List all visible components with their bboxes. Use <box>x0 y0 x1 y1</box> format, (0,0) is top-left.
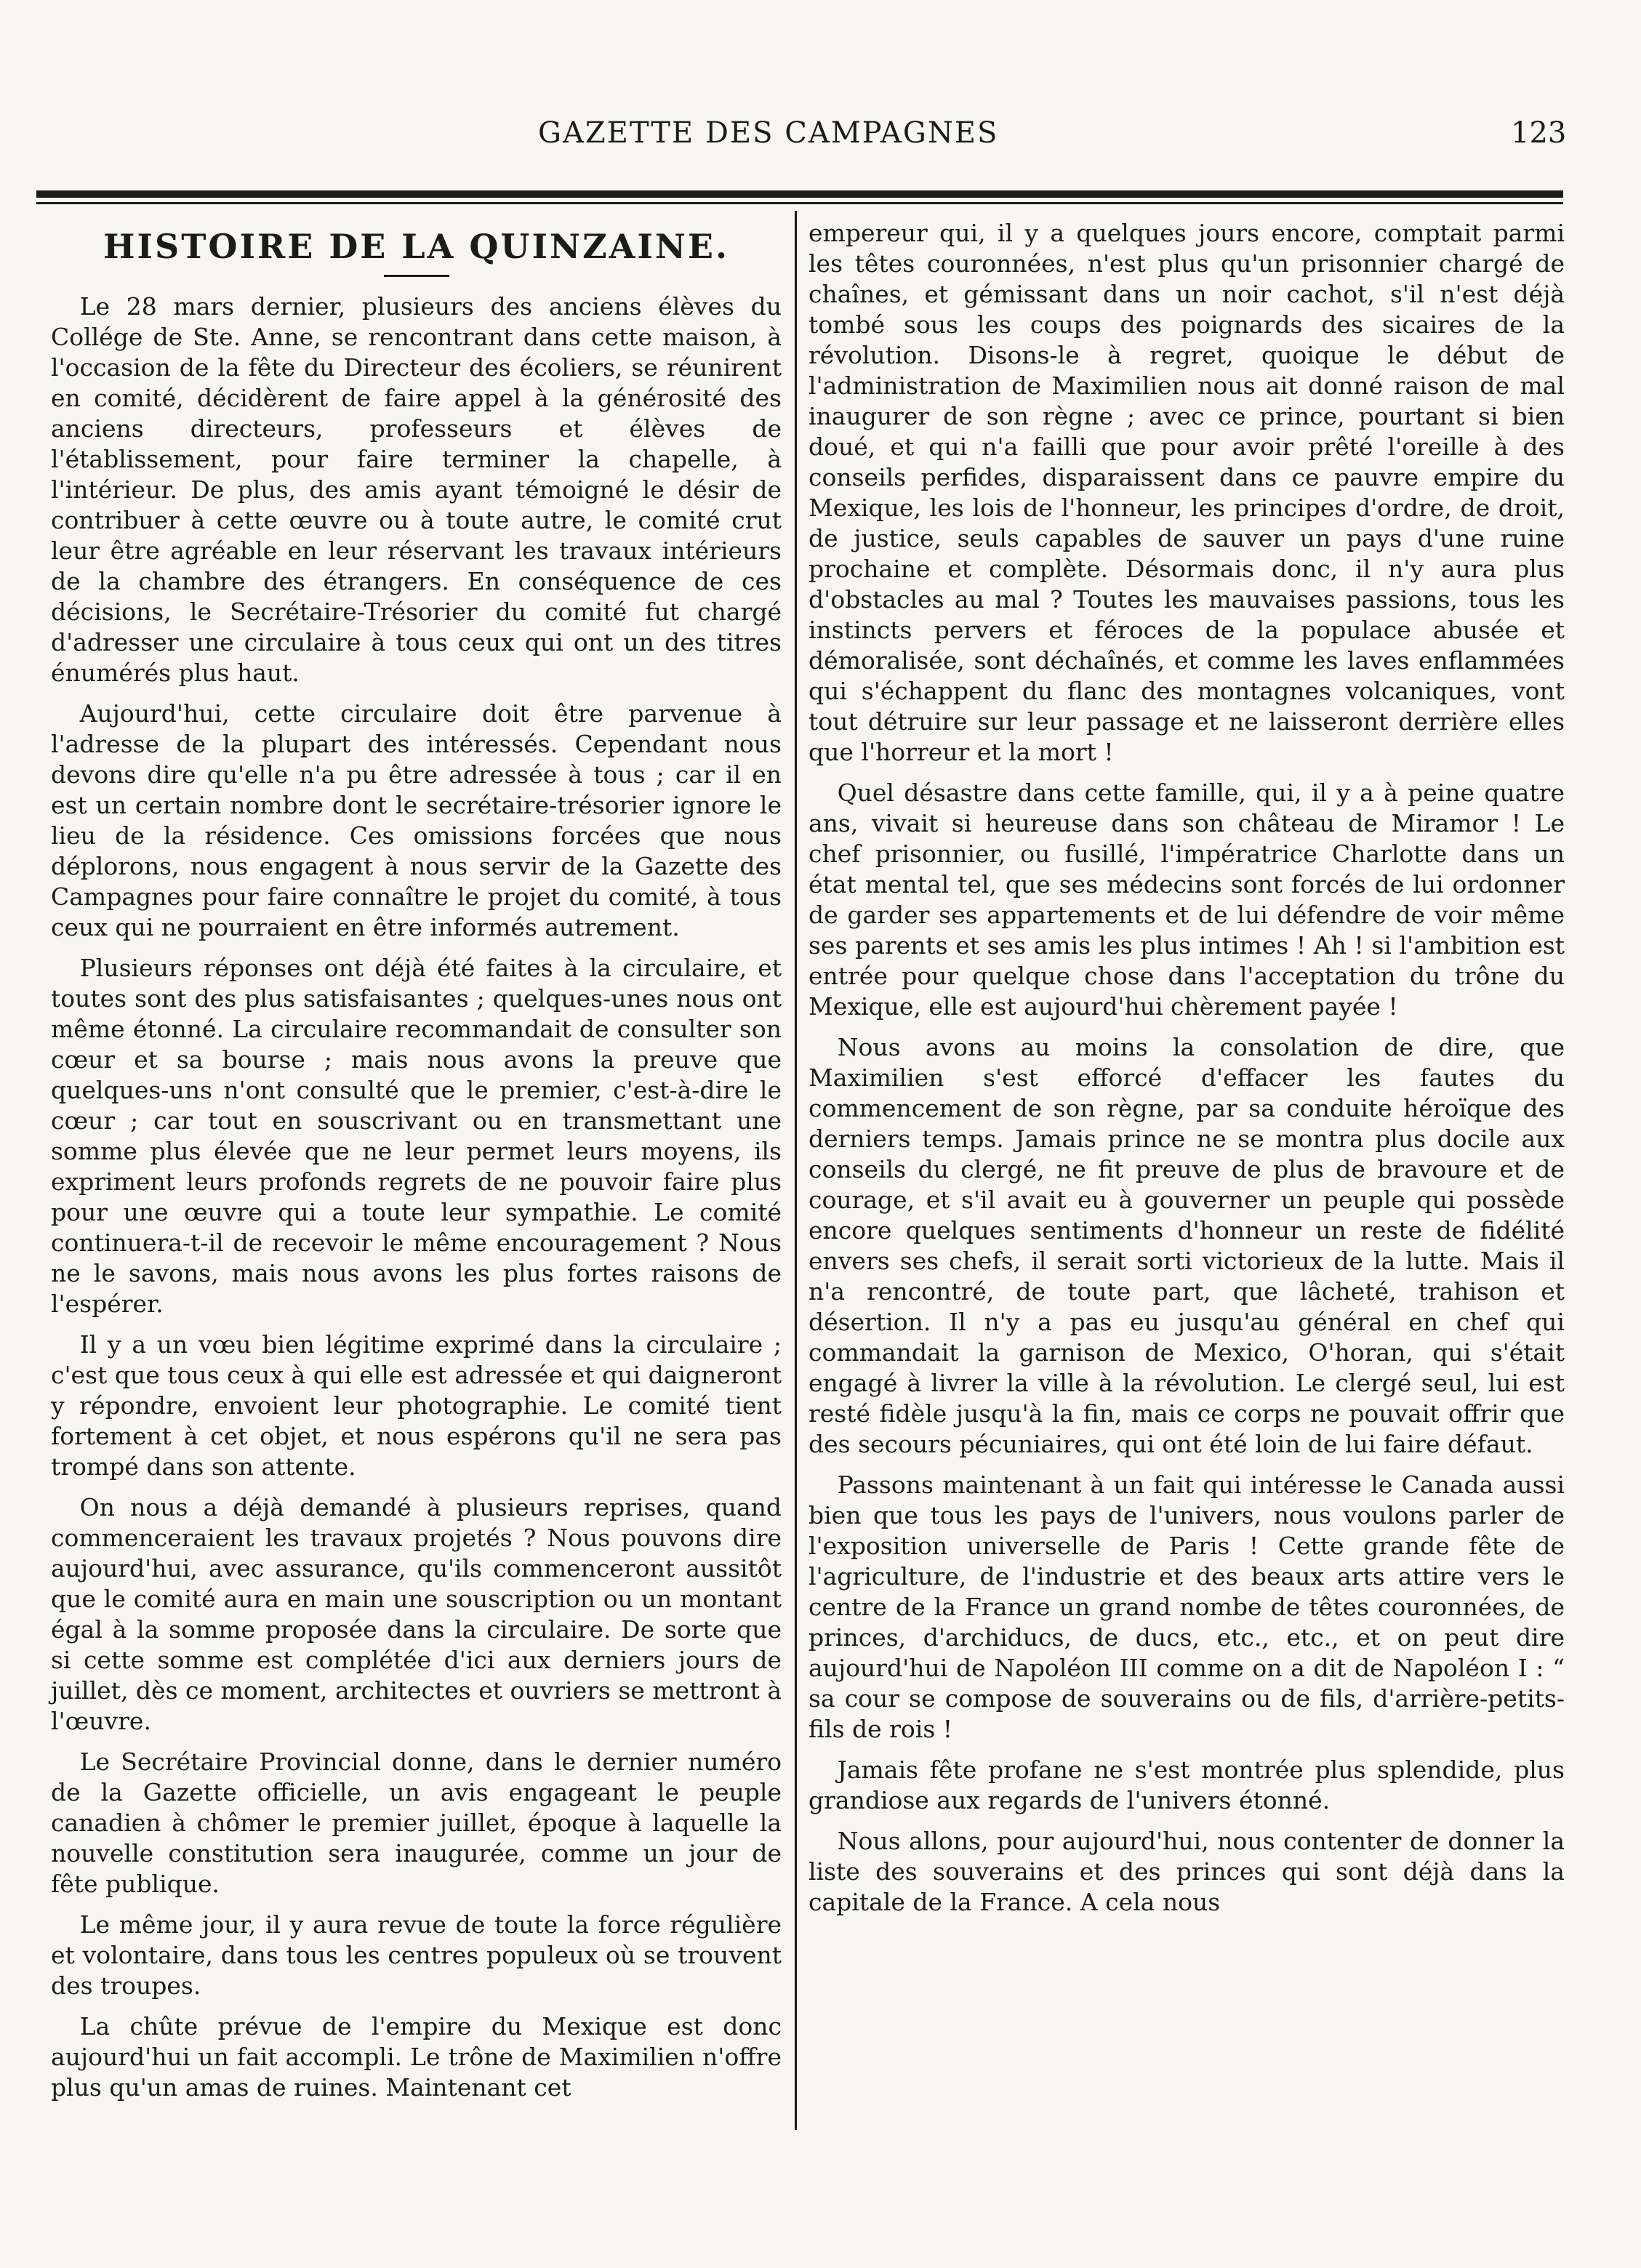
paragraph: On nous a déjà demandé à plusieurs reprises, quand commenceraient les travaux projetés ? Nous pouvons dire aujourd'hui, avec assurance, qu'ils commenceront aussitôt que le comité aura en main une souscription ou un montant égal à la somme proposée dans la circulaire. De sorte que si cette somme est complétée d'ici aux derniers jours de juillet, dès ce moment, architectes et ouvriers se mettront à l'œuvre. <box>51 1493 782 1735</box>
paragraph: Plusieurs réponses ont déjà été faites à la circulaire, et toutes sont des plus satisfaisantes ; quelques-unes nous ont même étonné. La circulaire recommandait de consulter son cœur et sa bourse ; mais nous avons la preuve que quelques-uns n'ont consulté que le premier, c'est-à-dire le cœur ; car tout en souscrivant ou en transmettant une somme plus élevée que ne leur permet leurs moyens, ils expriment leurs profonds regrets de ne pouvoir faire plus pour une œuvre qui a toute leur sympathie. Le comité continuera-t-il de recevoir le même encouragement ? Nous ne le savons, mais nous avons les plus fortes raisons de l'espérer. <box>51 954 782 1318</box>
paragraph: Nous avons au moins la consolation de dire, que Maximilien s'est efforcé d'effacer les fautes du commencement de son règne, par sa conduite héroïque des derniers temps. Jamais prince ne se montra plus docile aux conseils du clergé, ne fit preuve de plus de bravoure et de courage, et s'il avait eu à gouverner un peuple qui possède encore quelques sentiments d'honneur un reste de fidélité envers ses chefs, il serait sorti victorieux de la lutte. Mais il n'a rencontré, de toute part, que lâcheté, trahison et désertion. Il n'y a pas eu jusqu'au général en chef qui commandait la garnison de Mexico, O'horan, qui s'était engagé à livrer la ville à la révolution. Le clergé seul, lui est resté fidèle jusqu'à la fin, mais ce corps ne pouvait offrir que des secours pécuniaires, qui ont été loin de lui faire défaut. <box>809 1033 1565 1458</box>
left-column <box>51 218 782 2113</box>
paragraph: Le 28 mars dernier, plusieurs des anciens élèves du Collége de Ste. Anne, se rencontrant dans cette maison, à l'occasion de la fête du Directeur des écoliers, se réunirent en comité, décidèrent de faire appel à la générosité des anciens directeurs, professeurs et élèves de l'établissement, pour faire terminer la chapelle, à l'intérieur. De plus, des amis ayant témoigné le désir de contribuer à cette œuvre ou à toute autre, le comité crut leur être agréable en leur réservant les travaux intérieurs de la chambre des étrangers. En conséquence de ces décisions, le Secrétaire-Trésorier du comité fut chargé d'adresser une circulaire à tous ceux qui ont un des titres énumérés plus haut. <box>51 292 782 687</box>
right-column <box>809 218 1565 1928</box>
title-dash <box>384 275 449 277</box>
paragraph: Nous allons, pour aujourd'hui, nous contenter de donner la liste des souverains et des princes qui sont déjà dans la capitale de la France. A cela nous <box>809 1827 1565 1916</box>
running-head: GAZETTE DES CAMPAGNES <box>538 116 999 150</box>
page-number: 123 <box>1511 116 1567 150</box>
paragraph: Jamais fête profane ne s'est montrée plus splendide, plus grandiose aux regards de l'univers étonné. <box>809 1756 1565 1814</box>
article-title: HISTOIRE DE LA QUINZAINE. <box>103 227 729 266</box>
paragraph: Quel désastre dans cette famille, qui, il y a à peine quatre ans, vivait si heureuse dans son château de Miramor ! Le chef prisonnier, ou fusillé, l'impératrice Charlotte dans un état mental tel, que ses médecins sont forcés de lui ordonner de garder ses appartements et de lui défendre de voir même ses parents et ses amis les plus intimes ! Ah ! si l'ambition est entrée pour quelque chose dans l'acceptation du trône du Mexique, elle est aujourd'hui chèrement payée ! <box>809 779 1565 1021</box>
paragraph: Le Secrétaire Provincial donne, dans le dernier numéro de la Gazette officielle, un avis engageant le peuple canadien à chômer le premier juillet, époque à laquelle la nouvelle constitution sera inaugurée, comme un jour de fête publique. <box>51 1748 782 1898</box>
header-rule-thick <box>36 190 1563 198</box>
paragraph: Le même jour, il y aura revue de toute la force régulière et volontaire, dans tous les centres populeux où se trouvent des troupes. <box>51 1910 782 2000</box>
paragraph: Passons maintenant à un fait qui intéresse le Canada aussi bien que tous les pays de l'univers, nous voulons parler de l'exposition universelle de Paris ! Cette grande fête de l'agriculture, de l'industrie et des beaux arts attire vers le centre de la France un grand nombe de têtes couronnées, de princes, d'archiducs, de ducs, etc., etc., et on peut dire aujourd'hui de Napoléon III comme on a dit de Napoléon I : “ sa cour se compose de souverains ou de fils, d'arrière-petits-fils de rois ! <box>809 1471 1565 1743</box>
header-rule-thin <box>36 202 1563 204</box>
paragraph: Il y a un vœu bien légitime exprimé dans la circulaire ; c'est que tous ceux à qui elle est adressée et qui daigneront y répondre, envoient leur photographie. Le comité tient fortement à cet objet, et nous espérons qu'il ne sera pas trompé dans son attente. <box>51 1330 782 1481</box>
paragraph-continued: empereur qui, il y a quelques jours encore, comptait parmi les têtes couronnées, n'est plus qu'un prisonnier chargé de chaînes, et gémissant dans un noir cachot, s'il n'est déjà tombé sous les coups des poignards des sicaires de la révolution. Disons-le à regret, quoique le début de l'administration de Maximilien nous ait donné raison de mal inaugurer de son règne ; avec ce prince, pourtant si bien doué, et qui n'a failli que pour avoir prêté l'oreille à des conseils perfides, disparaissent dans ce pauvre empire du Mexique, les lois de l'honneur, les principes d'ordre, de droit, de justice, seuls capables de sauver un pays d'une ruine prochaine et complète. Désormais donc, il n'y aura plus d'obstacles au mal ? Toutes les mauvaises passions, tous les instincts pervers et féroces de la populace abusée et démoralisée, sont déchaînés, et comme les laves enflammées qui s'échappent du flanc des montagnes volcaniques, vont tout détruire sur leur passage et ne laisseront derrière elles que l'horreur et la mort ! <box>809 219 1565 766</box>
paragraph: La chûte prévue de l'empire du Mexique est donc aujourd'hui un fait accompli. Le trône de Maximilien n'offre plus qu'un amas de ruines. Maintenant cet <box>51 2012 782 2102</box>
paragraph: Aujourd'hui, cette circulaire doit être parvenue à l'adresse de la plupart des intéressés. Cependant nous devons dire qu'elle n'a pu être adressée à tous ; car il en est un certain nombre dont le secrétaire-trésorier ignore le lieu de la résidence. Ces omissions forcées que nous déplorons, nous engagent à nous servir de la Gazette des Campagnes pour faire connaître le projet du comité, à tous ceux qui ne pourraient en être informés autrement. <box>51 699 782 941</box>
column-divider <box>795 211 797 2130</box>
